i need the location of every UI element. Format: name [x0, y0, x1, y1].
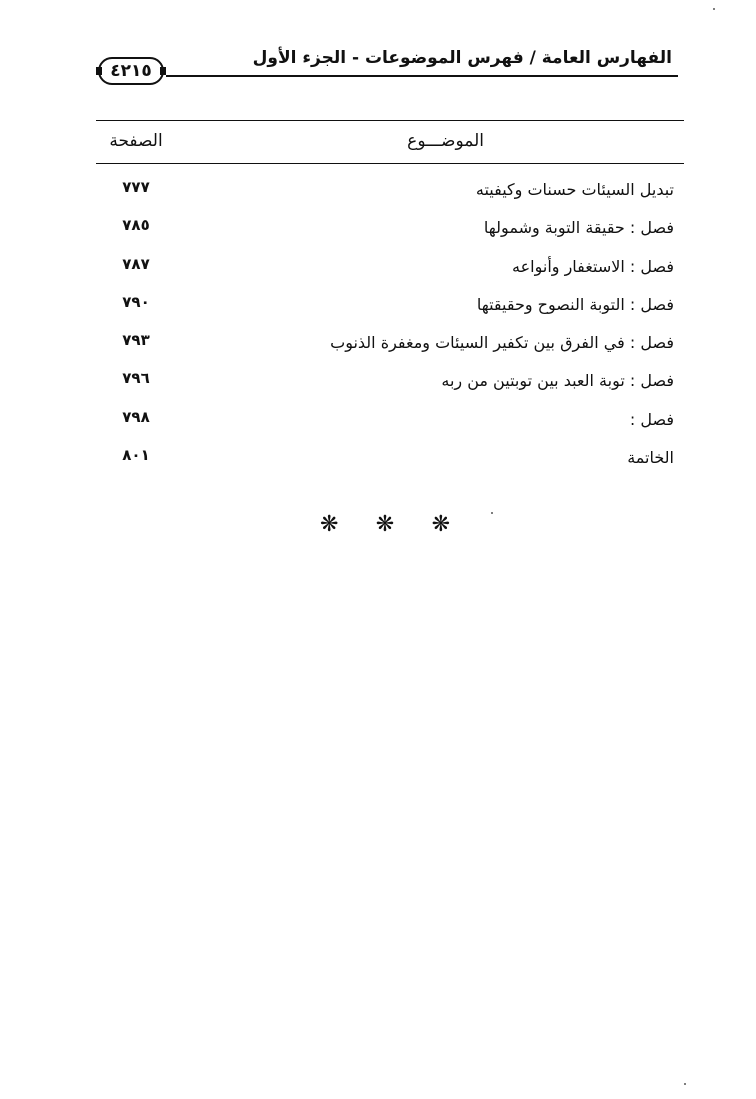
badge-right-cap [160, 67, 166, 75]
page-number: ٤٢١٥ [110, 61, 152, 81]
scan-speck [491, 512, 493, 514]
row-page-number: ٧٧٧ [122, 178, 150, 196]
asterism-separator [320, 512, 450, 537]
index-table [96, 120, 684, 480]
row-topic: فصل : الاستغفار وأنواعه [512, 256, 674, 276]
asterisk-glyph: ❋ [431, 512, 450, 537]
index-row [96, 442, 684, 480]
row-page-number: ٧٩٨ [122, 407, 150, 426]
row-page-number: ٨٠١ [122, 446, 150, 465]
index-row [96, 365, 684, 403]
scan-speck [713, 8, 715, 10]
asterisk-glyph: ❋ [320, 512, 339, 537]
row-page-number: ٧٩٣ [122, 331, 150, 350]
index-row [96, 327, 684, 365]
page-column-header: الصفحة [109, 131, 163, 151]
index-rows [96, 164, 684, 480]
running-header [98, 44, 678, 84]
row-topic: فصل : حقيقة التوبة وشمولها [483, 218, 674, 238]
row-topic: فصل : التوبة النصوح وحقيقتها [476, 294, 674, 314]
row-topic: تبديل السيئات حسنات وكيفيته [475, 180, 674, 199]
page-number-badge [98, 57, 164, 85]
index-row [96, 251, 684, 289]
row-topic: فصل : [629, 409, 674, 429]
header-title: الفهارس العامة / فهرس الموضوعات - الجزء الأول [252, 48, 672, 68]
row-topic: فصل : توبة العبد بين توبتين من ربه [441, 371, 674, 391]
row-topic: الخاتمة [627, 448, 674, 468]
index-row [96, 212, 684, 250]
asterisk-glyph: ❋ [375, 512, 395, 537]
index-row [96, 289, 684, 327]
row-page-number: ٧٩٦ [122, 369, 150, 388]
row-page-number: ٧٨٥ [122, 216, 150, 235]
table-header-row [96, 120, 684, 164]
row-topic: فصل : في الفرق بين تكفير السيئات ومغفرة الذنوب [330, 333, 674, 353]
row-page-number: ٧٩٠ [122, 292, 150, 311]
index-row [96, 404, 684, 442]
index-row [96, 174, 684, 212]
badge-left-cap [96, 67, 102, 75]
row-page-number: ٧٨٧ [122, 254, 150, 273]
scan-speck [684, 1083, 686, 1085]
header-rule [166, 75, 678, 77]
topic-column-header: الموضـــوع [407, 131, 484, 151]
